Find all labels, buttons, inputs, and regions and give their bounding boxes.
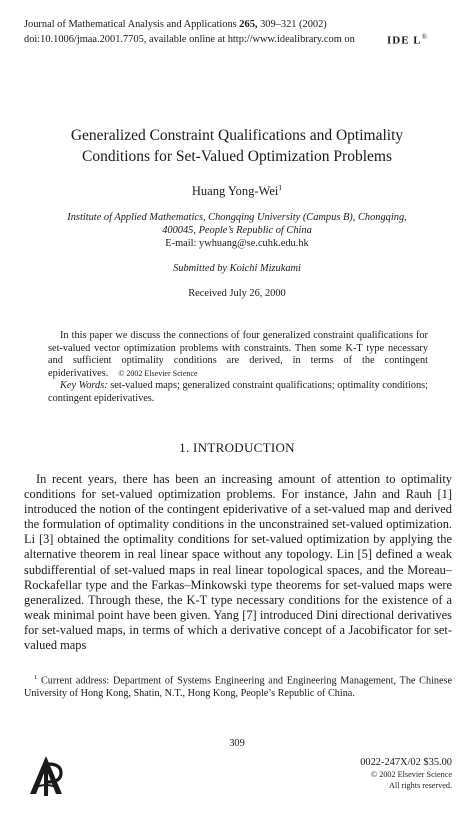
- abstract-paragraph: [48, 330, 428, 380]
- title-line-1: Generalized Constraint Qualifications and Optimality: [70, 127, 404, 144]
- journal-volume: 265,: [239, 19, 258, 30]
- section-heading: 1. INTRODUCTION: [179, 440, 295, 455]
- affiliation-line-2: 400045, People’s Republic of China: [162, 225, 312, 236]
- journal-name: Journal of Mathematical Analysis and Applications: [24, 19, 237, 30]
- author-footnote-mark: 1: [278, 183, 283, 192]
- body-text: [24, 472, 452, 653]
- abstract: [48, 330, 428, 406]
- rights-reserved: All rights reserved.: [389, 781, 452, 790]
- title-line-2: Conditions for Set-Valued Optimization Problems: [82, 148, 392, 165]
- ideal-logo-text: IDE L: [387, 34, 422, 47]
- author-name: Huang Yong-Wei: [191, 184, 279, 199]
- footnote-text: Current address: Department of Systems Engineering and Engineering Management, The Chinese University of Hong Kong, Shatin, N.T., Hong Kong, People’s Republic of China.: [24, 675, 453, 700]
- received-date: Received July 26, 2000: [188, 288, 286, 299]
- author-email[interactable]: E-mail: ywhuang@se.cuhk.edu.hk: [165, 238, 309, 249]
- footnote: [24, 671, 452, 700]
- academic-press-logo-icon: [28, 754, 64, 798]
- publication-info: [360, 756, 452, 791]
- footnote-paragraph: [24, 671, 452, 700]
- author: [0, 183, 474, 199]
- intro-paragraph: In recent years, there has been an increasing amount of attention to optimality conditions for set-valued optimization problems. For instance, Jahn and Rauh [1] introduced the notion of the contingent epiderivative of a set-valued map and derived the formulation of optimality conditions in the unconstrained set-valued optimization. Li [3] obtained the optimality conditions for set-valued optimization by applying the alternative theorem in real linear space without any topology. Lin [5] defined a weak subdifferential of set-valued maps in real linear topological spaces, and the Moreau–Rockafellar type and the Farkas–Minkowski type theorems for set-valued maps were generalized. Through these, the K-T type necessary conditions for the existence of a weak minimal point have been given. Yang [7] introduced Dini directional derivatives for set-valued maps, in terms of which a derivative concept of a Jacobificator for set-valued maps: [24, 472, 452, 653]
- submitted-by: Submitted by Koichi Mizukami: [173, 263, 301, 274]
- affiliation-line-1: Institute of Applied Mathematics, Chongqing University (Campus B), Chongqing,: [67, 212, 407, 223]
- keywords-text: set-valued maps; generalized constraint qualifications; optimality conditions; contingent epiderivatives.: [48, 380, 429, 404]
- abstract-copyright: © 2002 Elsevier Science: [118, 368, 198, 378]
- keywords: [48, 380, 428, 405]
- footnote-mark: 1: [34, 674, 38, 681]
- abstract-text: In this paper we discuss the connections of four generalized constraint qualifications for set-valued vector optimization problems with constraints. Then some K-T type necessary and sufficient optimality conditions are derived, in terms of the contingent epiderivatives.: [48, 330, 428, 379]
- keywords-label: Key Words:: [60, 380, 108, 392]
- doi-line[interactable]: doi:10.1006/jmaa.2001.7705, available online at http://www.idealibrary.com on: [24, 34, 355, 45]
- price-code: 0022-247X/02 $35.00: [360, 757, 452, 768]
- ideal-logo: [387, 33, 428, 47]
- affiliation: [0, 211, 474, 250]
- journal-pages: 309–321 (2002): [260, 19, 327, 30]
- journal-header-line: [24, 18, 327, 31]
- page-number: 309: [229, 738, 245, 749]
- ideal-registered-mark: ®: [421, 33, 428, 41]
- publisher-copyright: © 2002 Elsevier Science: [370, 770, 452, 779]
- paper-title: [0, 125, 474, 167]
